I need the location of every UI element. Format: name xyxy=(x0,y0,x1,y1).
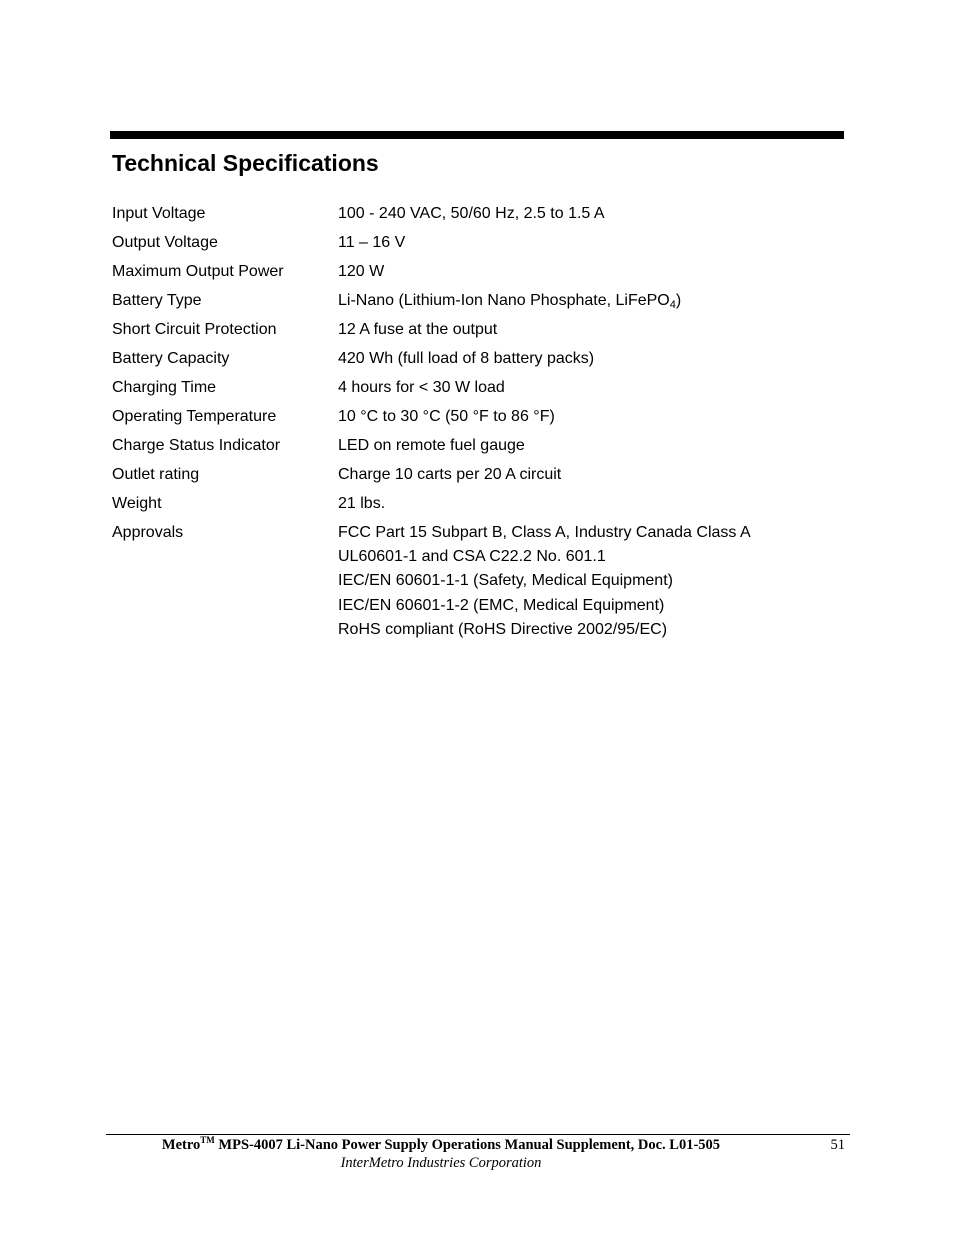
spec-row-input-voltage xyxy=(112,202,832,226)
spec-label: Short Circuit Protection xyxy=(112,321,277,338)
spec-value: 4 hours for < 30 W load xyxy=(338,379,505,396)
page-number: 51 xyxy=(830,1137,845,1153)
spec-value: 100 - 240 VAC, 50/60 Hz, 2.5 to 1.5 A xyxy=(338,205,605,222)
spec-value: 21 lbs. xyxy=(338,495,386,512)
spec-label: Charging Time xyxy=(112,379,217,396)
spec-row-operating-temperature xyxy=(112,405,832,429)
spec-label: Battery Capacity xyxy=(112,350,230,367)
spec-row-short-circuit-protection xyxy=(112,318,832,342)
spec-label: Input Voltage xyxy=(112,205,206,222)
spec-table xyxy=(112,202,832,647)
spec-label: Operating Temperature xyxy=(112,408,277,425)
spec-value-subscript: 4 xyxy=(669,299,676,311)
trademark-mark: TM xyxy=(200,1135,215,1145)
spec-row-charge-status-indicator xyxy=(112,434,832,458)
spec-value-suffix: ) xyxy=(675,292,682,309)
spec-label: Maximum Output Power xyxy=(112,263,284,280)
spec-value: 10 °C to 30 °C (50 °F to 86 °F) xyxy=(338,408,555,425)
footer-brand: Metro xyxy=(161,1137,201,1153)
spec-row-battery-capacity xyxy=(112,347,832,371)
spec-value: 11 – 16 V xyxy=(338,234,406,251)
footer-company: InterMetro Industries Corporation xyxy=(340,1155,542,1171)
spec-value xyxy=(338,289,832,313)
spec-row-outlet-rating xyxy=(112,463,832,487)
spec-value: 12 A fuse at the output xyxy=(338,321,498,338)
spec-label: Output Voltage xyxy=(112,234,218,251)
footer-document-title xyxy=(106,1135,776,1155)
spec-row-charging-time xyxy=(112,376,832,400)
footer-title-text: MPS-4007 Li-Nano Power Supply Operations Manual Supplement, Doc. L01-505 xyxy=(214,1137,721,1153)
spec-row-output-voltage xyxy=(112,231,832,255)
spec-value-text: Li-Nano (Lithium-Ion Nano Phosphate, LiFePO xyxy=(338,292,670,309)
spec-label: Outlet rating xyxy=(112,466,200,483)
approval-item: RoHS compliant (RoHS Directive 2002/95/EC) xyxy=(338,620,668,638)
spec-value: Charge 10 carts per 20 A circuit xyxy=(338,466,562,483)
approval-item: IEC/EN 60601-1-2 (EMC, Medical Equipment) xyxy=(338,596,665,614)
page-title: Technical Specifications xyxy=(112,150,379,176)
spec-value: LED on remote fuel gauge xyxy=(338,437,525,454)
spec-value: 420 Wh (full load of 8 battery packs) xyxy=(338,350,595,367)
approval-item: UL60601-1 and CSA C22.2 No. 601.1 xyxy=(338,548,606,566)
approval-item: FCC Part 15 Subpart B, Class A, Industry Canada Class A xyxy=(338,524,751,541)
approval-item: IEC/EN 60601-1-1 (Safety, Medical Equipment) xyxy=(338,572,673,590)
spec-row-weight xyxy=(112,492,832,516)
spec-label: Battery Type xyxy=(112,292,202,309)
spec-row-approvals xyxy=(112,521,832,642)
spec-value: 120 W xyxy=(338,263,385,280)
approvals-list xyxy=(338,521,832,642)
spec-row-maximum-output-power xyxy=(112,260,832,284)
spec-row-battery-type xyxy=(112,289,832,313)
spec-label: Charge Status Indicator xyxy=(112,437,281,454)
spec-label: Weight xyxy=(112,495,162,512)
header-rule xyxy=(110,131,844,139)
spec-label: Approvals xyxy=(112,524,184,541)
